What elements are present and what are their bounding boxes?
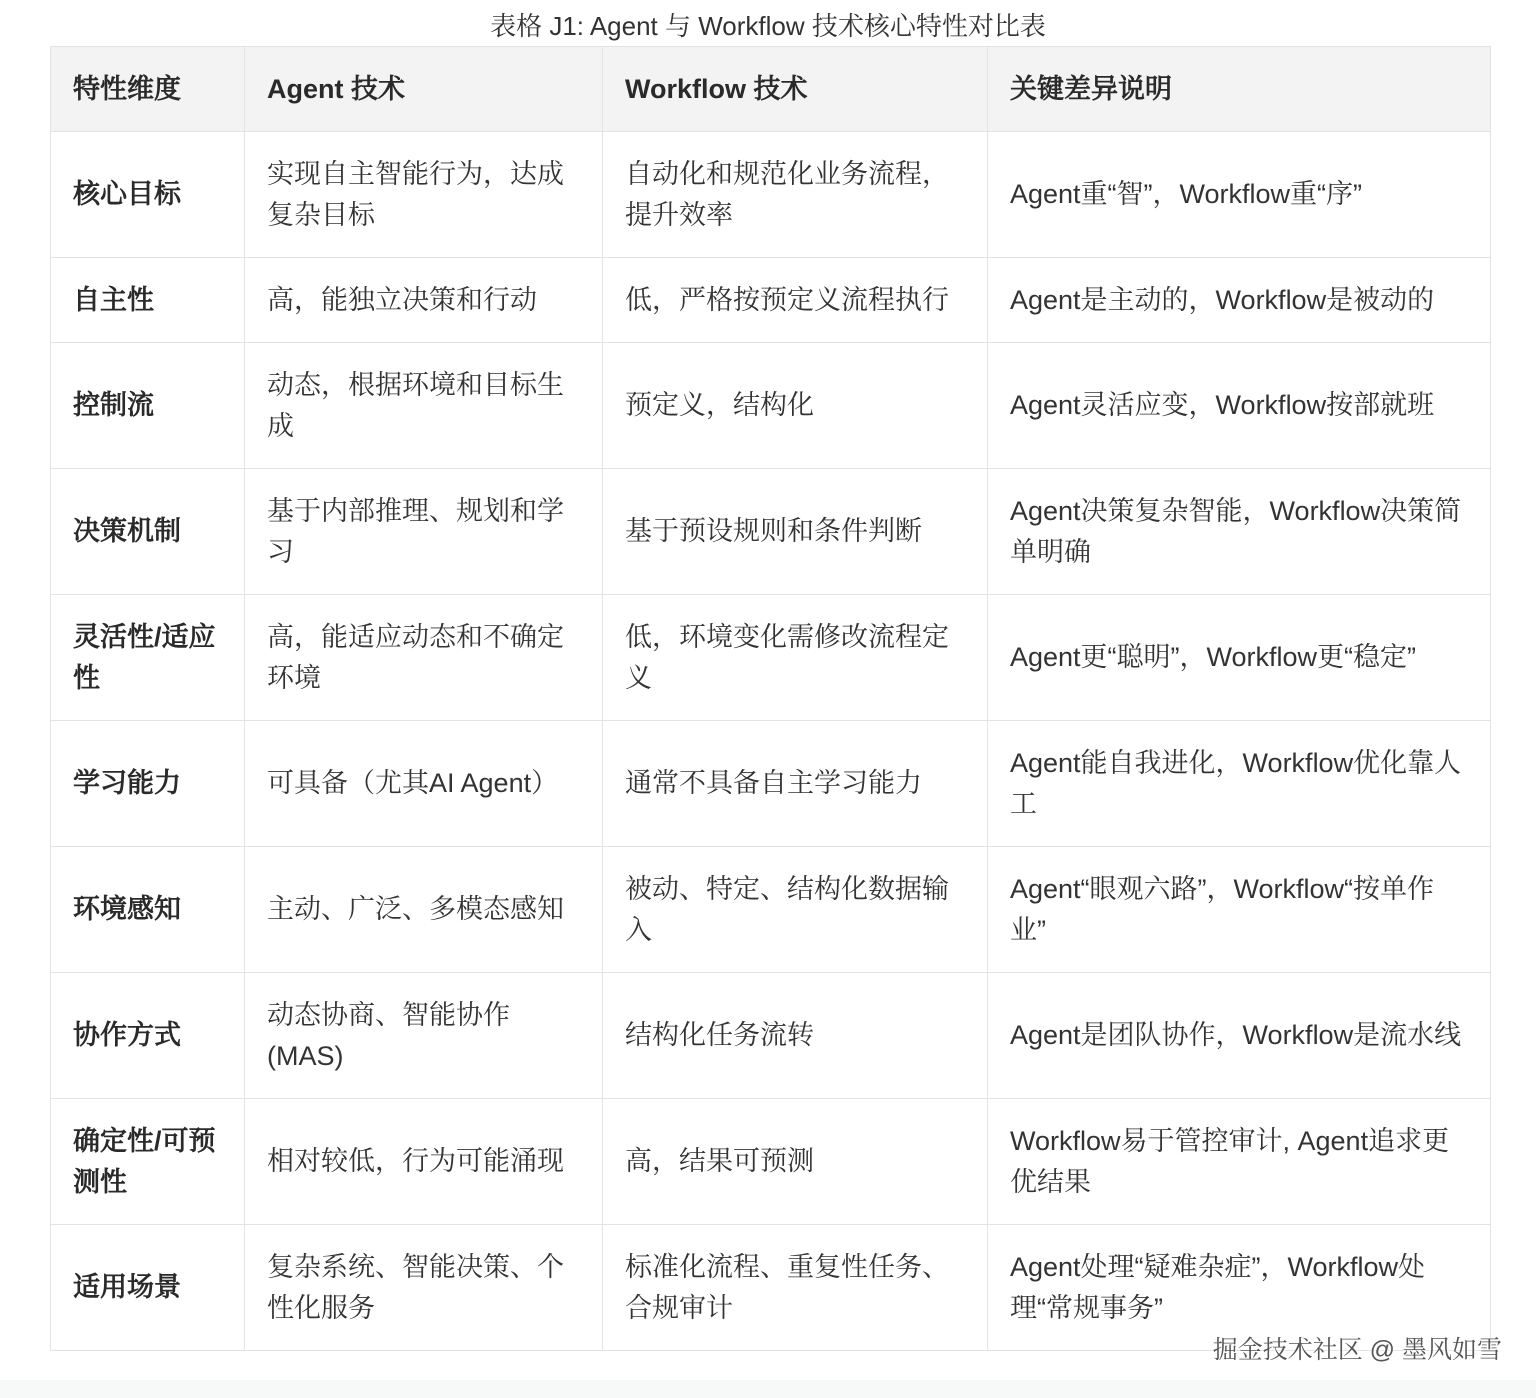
workflow-cell: 通常不具备自主学习能力 <box>603 721 988 847</box>
agent-cell: 高，能独立决策和行动 <box>245 258 603 343</box>
row-dimension-cell: 灵活性/适应性 <box>51 595 245 721</box>
difference-cell: Agent“眼观六路”，Workflow“按单作业” <box>988 847 1491 973</box>
table-row <box>51 1099 1491 1225</box>
agent-cell: 高，能适应动态和不确定环境 <box>245 595 603 721</box>
row-dimension-cell: 学习能力 <box>51 721 245 847</box>
agent-cell: 相对较低，行为可能涌现 <box>245 1099 603 1225</box>
header-cell-workflow: Workflow 技术 <box>603 47 988 132</box>
table-row <box>51 258 1491 343</box>
table-header-row <box>51 47 1491 132</box>
row-dimension-cell: 适用场景 <box>51 1225 245 1351</box>
table-row <box>51 595 1491 721</box>
watermark-text: 掘金技术社区 @ 墨风如雪 <box>1212 1336 1502 1364</box>
agent-cell: 主动、广泛、多模态感知 <box>245 847 603 973</box>
row-dimension-cell: 环境感知 <box>51 847 245 973</box>
workflow-cell: 低，严格按预定义流程执行 <box>603 258 988 343</box>
difference-cell: Agent是团队协作，Workflow是流水线 <box>988 973 1491 1099</box>
comparison-table <box>50 46 1491 1351</box>
bottom-strip <box>0 1380 1536 1398</box>
agent-cell: 复杂系统、智能决策、个性化服务 <box>245 1225 603 1351</box>
row-dimension-cell: 协作方式 <box>51 973 245 1099</box>
agent-cell: 可具备（尤其AI Agent） <box>245 721 603 847</box>
workflow-cell: 低，环境变化需修改流程定义 <box>603 595 988 721</box>
table-row <box>51 973 1491 1099</box>
row-dimension-cell: 自主性 <box>51 258 245 343</box>
table-caption: 表格 J1: Agent 与 Workflow 技术核心特性对比表 <box>490 11 1046 41</box>
row-dimension-cell: 确定性/可预测性 <box>51 1099 245 1225</box>
difference-cell: Agent能自我进化，Workflow优化靠人工 <box>988 721 1491 847</box>
agent-cell: 基于内部推理、规划和学习 <box>245 469 603 595</box>
table-row <box>51 132 1491 258</box>
workflow-cell: 被动、特定、结构化数据输入 <box>603 847 988 973</box>
workflow-cell: 标准化流程、重复性任务、合规审计 <box>603 1225 988 1351</box>
header-cell-agent: Agent 技术 <box>245 47 603 132</box>
difference-cell: Agent决策复杂智能，Workflow决策简单明确 <box>988 469 1491 595</box>
workflow-cell: 结构化任务流转 <box>603 973 988 1099</box>
agent-cell: 动态协商、智能协作 (MAS) <box>245 973 603 1099</box>
difference-cell: Agent重“智”，Workflow重“序” <box>988 132 1491 258</box>
difference-cell: Agent灵活应变，Workflow按部就班 <box>988 343 1491 469</box>
agent-cell: 实现自主智能行为，达成复杂目标 <box>245 132 603 258</box>
table-row <box>51 469 1491 595</box>
difference-cell: Agent更“聪明”，Workflow更“稳定” <box>988 595 1491 721</box>
table-row <box>51 721 1491 847</box>
table-row <box>51 847 1491 973</box>
header-cell-difference: 关键差异说明 <box>988 47 1491 132</box>
row-dimension-cell: 控制流 <box>51 343 245 469</box>
row-dimension-cell: 决策机制 <box>51 469 245 595</box>
agent-cell: 动态，根据环境和目标生成 <box>245 343 603 469</box>
workflow-cell: 基于预设规则和条件判断 <box>603 469 988 595</box>
difference-cell: Workflow易于管控审计, Agent追求更优结果 <box>988 1099 1491 1225</box>
table-row <box>51 343 1491 469</box>
difference-cell: Agent是主动的，Workflow是被动的 <box>988 258 1491 343</box>
workflow-cell: 自动化和规范化业务流程，提升效率 <box>603 132 988 258</box>
workflow-cell: 高，结果可预测 <box>603 1099 988 1225</box>
difference-cell: Agent处理“疑难杂症”，Workflow处理“常规事务” <box>988 1225 1491 1351</box>
workflow-cell: 预定义，结构化 <box>603 343 988 469</box>
header-cell-dimension: 特性维度 <box>51 47 245 132</box>
row-dimension-cell: 核心目标 <box>51 132 245 258</box>
